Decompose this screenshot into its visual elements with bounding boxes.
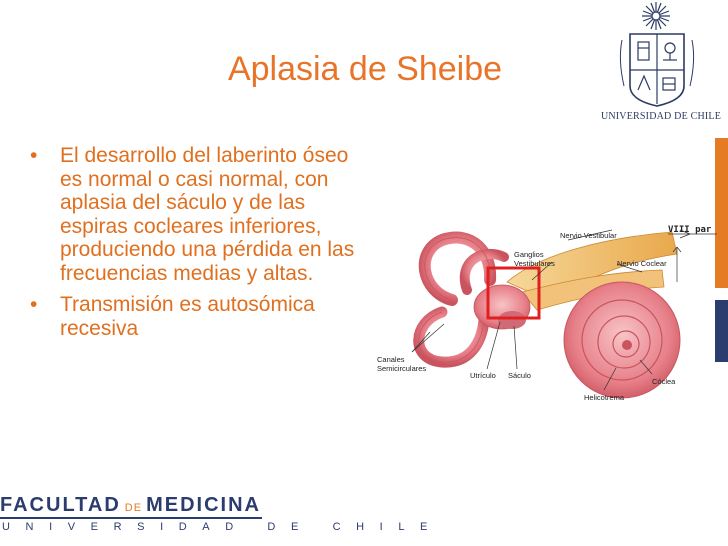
- bullet-list: [30, 144, 375, 348]
- label-nervio-vestibular: Nervio Vestibular: [560, 231, 617, 240]
- university-crest-icon: [596, 0, 728, 128]
- footer-rule: [0, 517, 262, 519]
- bullet-item: [30, 293, 375, 340]
- footer-universidad: UNIVERSIDAD DE CHILE: [2, 521, 443, 533]
- label-canales: Canales: [377, 355, 405, 364]
- label-saculo: Sáculo: [508, 371, 531, 380]
- label-helicotrema: Helicotrema: [584, 393, 625, 402]
- label-utriculo: Utrículo: [470, 371, 496, 380]
- label-semicirculares: Semicirculares: [377, 364, 427, 373]
- label-coclea: Cóclea: [652, 377, 676, 386]
- label-viii-par: VIII par: [668, 225, 712, 235]
- bullet-item: [30, 144, 375, 285]
- footer-facultad: [0, 494, 261, 516]
- bullet-text: El desarrollo del laberinto óseo es normal o casi normal, con aplasia del sáculo y de las espiras cocleares inferiores, produciendo una pérdida en las frecuencias medias y altas.: [60, 144, 355, 285]
- label-nervio-coclear: Nervio Coclear: [617, 259, 667, 268]
- bullet-dot: •: [30, 144, 38, 167]
- footer-facultad-word: FACULTAD: [0, 494, 121, 516]
- bullet-text: Transmisión es autosómica recesiva: [60, 293, 315, 340]
- label-ganglios: Ganglios: [514, 250, 544, 259]
- bullet-dot: •: [30, 293, 38, 316]
- footer-medicina-word: MEDICINA: [146, 494, 261, 516]
- footer-de-word: DE: [124, 502, 143, 514]
- slide-title: Aplasia de Sheibe: [227, 50, 503, 88]
- inner-ear-anatomy-icon: [372, 192, 717, 420]
- university-caption: UNIVERSIDAD DE CHILE: [600, 111, 722, 122]
- label-vestibulares: Vestibulares: [514, 259, 555, 268]
